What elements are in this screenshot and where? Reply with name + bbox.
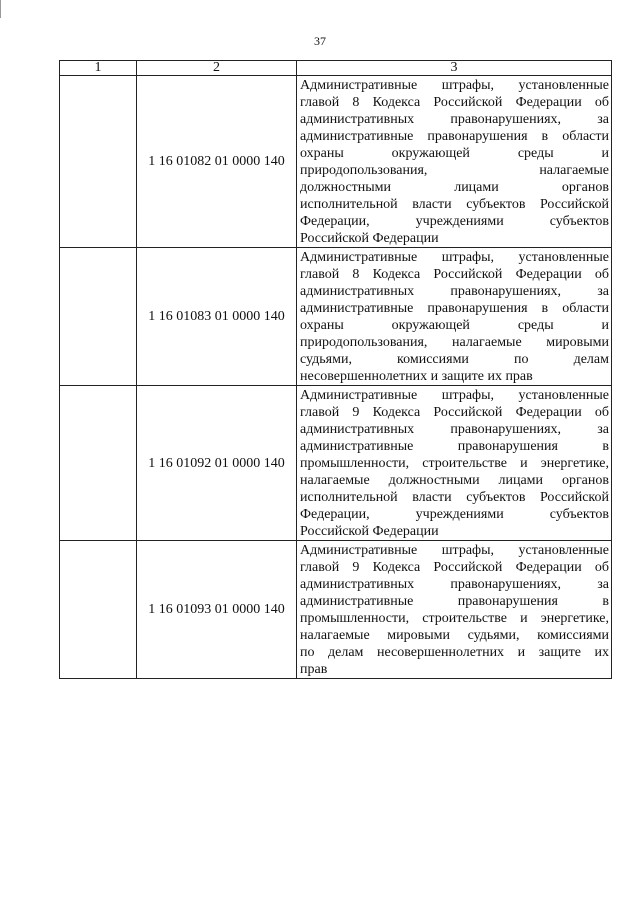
row-number-cell: [60, 248, 137, 386]
description-line: Российской Федерации: [300, 524, 439, 539]
description-line: судьями, комиссиями по делам: [300, 352, 609, 367]
description-line: Федерации, учреждениями субъектов: [300, 507, 609, 522]
description-line: административных правонарушениях, за: [300, 284, 609, 299]
budget-code-cell: 1 16 01092 01 0000 140: [137, 386, 297, 541]
description-line: главой 8 Кодекса Российской Федерации об: [300, 267, 609, 282]
description-line: природопользования, налагаемые мировыми: [300, 335, 609, 350]
page-number: 37: [314, 34, 326, 48]
description-line: Административные штрафы, установленные: [300, 543, 609, 558]
description-line: промышленности, строительстве и энергетике,: [300, 456, 609, 471]
description-line: Административные штрафы, установленные: [300, 78, 609, 93]
table-row: [60, 76, 612, 248]
description-line: промышленности, строительстве и энергетике,: [300, 611, 609, 626]
row-number-cell: [60, 541, 137, 679]
table-body: [60, 76, 612, 679]
description-line: исполнительной власти субъектов Российской: [300, 197, 609, 212]
budget-codes-table: [59, 60, 612, 679]
description-line: административные правонарушения в области: [300, 301, 609, 316]
description-line: административных правонарушениях, за: [300, 112, 609, 127]
table-row: [60, 248, 612, 386]
budget-code-cell: 1 16 01093 01 0000 140: [137, 541, 297, 679]
description-line: исполнительной власти субъектов Российской: [300, 490, 609, 505]
budget-code-cell: 1 16 01083 01 0000 140: [137, 248, 297, 386]
page-edge-mark: [0, 0, 1, 18]
description-cell: [297, 386, 612, 541]
description-line: административных правонарушениях, за: [300, 422, 609, 437]
description-line: главой 9 Кодекса Российской Федерации об: [300, 405, 609, 420]
description-line: главой 9 Кодекса Российской Федерации об: [300, 560, 609, 575]
description-cell: [297, 248, 612, 386]
description-line: охраны окружающей среды и: [300, 318, 609, 333]
description-line: по делам несовершеннолетних и защите их: [300, 645, 609, 660]
row-number-cell: [60, 76, 137, 248]
row-number-cell: [60, 386, 137, 541]
description-line: главой 8 Кодекса Российской Федерации об: [300, 95, 609, 110]
budget-code-cell: 1 16 01082 01 0000 140: [137, 76, 297, 248]
table-row: [60, 541, 612, 679]
description-line: административные правонарушения в области: [300, 129, 609, 144]
description-line: природопользования, налагаемые: [300, 163, 609, 178]
description-cell: [297, 76, 612, 248]
description-line: Административные штрафы, установленные: [300, 388, 609, 403]
description-line: Административные штрафы, установленные: [300, 250, 609, 265]
description-line: охраны окружающей среды и: [300, 146, 609, 161]
description-line: административных правонарушениях, за: [300, 577, 609, 592]
description-line: прав: [300, 662, 328, 677]
description-line: Российской Федерации: [300, 231, 439, 246]
description-line: административные правонарушения в: [300, 594, 609, 609]
table-row: [60, 386, 612, 541]
description-line: налагаемые должностными лицами органов: [300, 473, 609, 488]
column-header-2: 2: [137, 61, 297, 76]
table-header-row: [60, 61, 612, 76]
column-header-3: 3: [297, 61, 612, 76]
description-line: налагаемые мировыми судьями, комиссиями: [300, 628, 609, 643]
description-line: административные правонарушения в: [300, 439, 609, 454]
description-line: Федерации, учреждениями субъектов: [300, 214, 609, 229]
description-line: должностными лицами органов: [300, 180, 609, 195]
description-line: несовершеннолетних и защите их прав: [300, 369, 533, 384]
description-cell: [297, 541, 612, 679]
column-header-1: 1: [60, 61, 137, 76]
